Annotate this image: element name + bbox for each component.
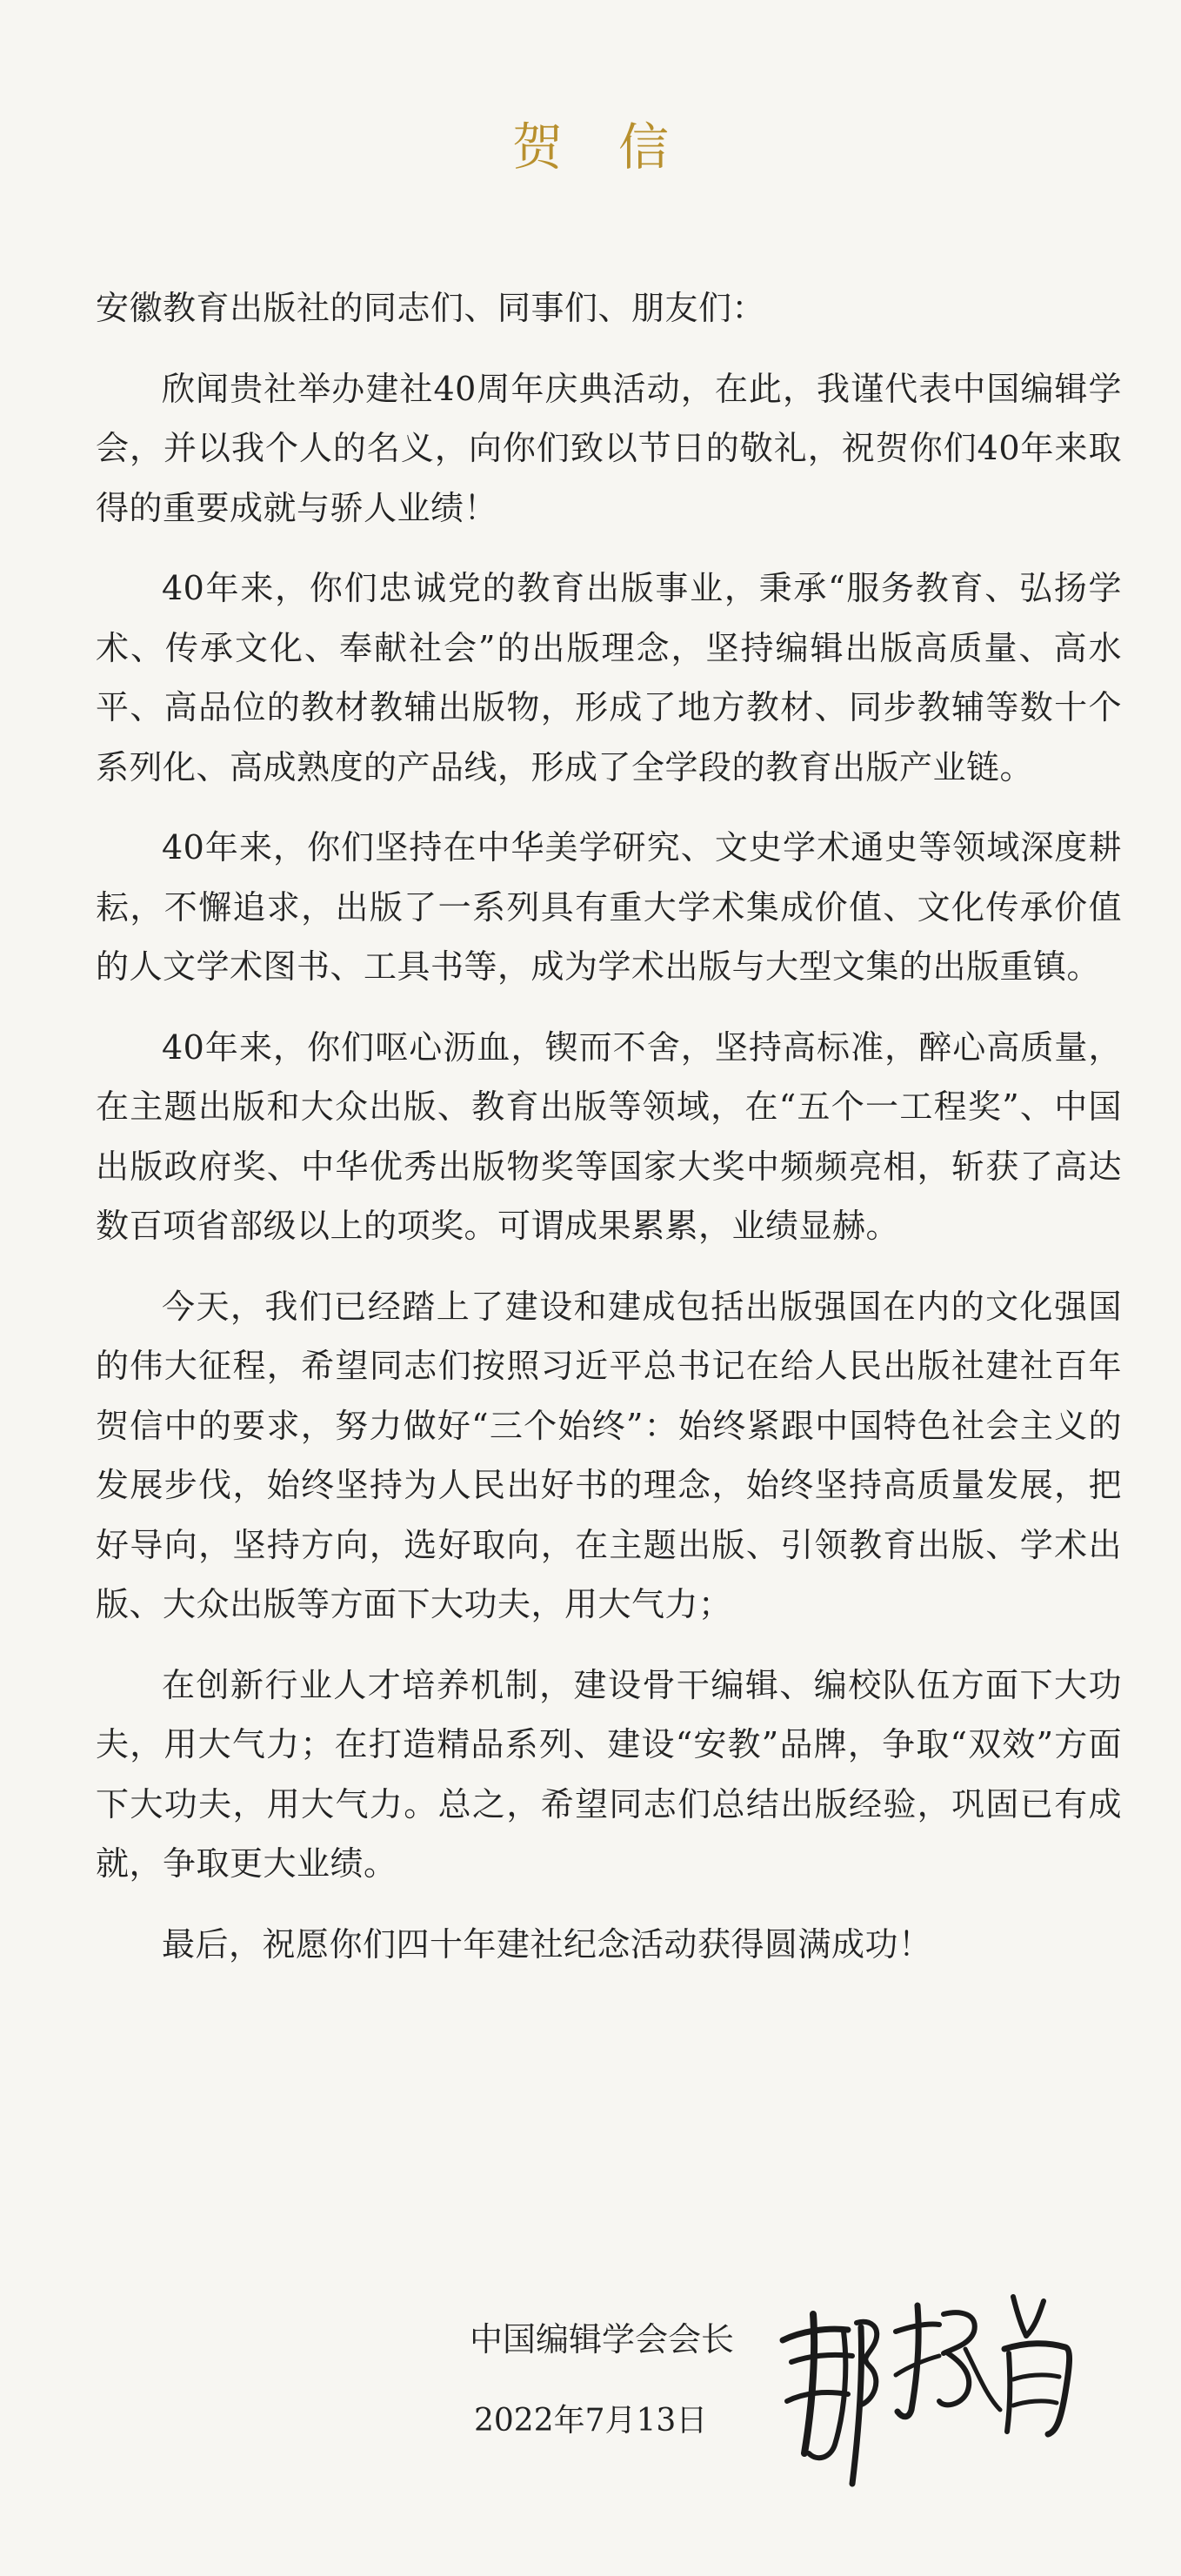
letter-paragraph: 欣闻贵社举办建社40周年庆典活动，在此，我谨代表中国编辑学会，并以我个人的名义，向你们致以节日的敬礼，祝贺你们40年来取得的重要成就与骄人业绩！ (96, 369, 1122, 527)
letter-paragraph: 最后，祝愿你们四十年建社纪念活动获得圆满成功！ (162, 1924, 932, 1964)
letter-salutation: 安徽教育出版社的同志们、同事们、朋友们： (96, 289, 766, 327)
handwritten-signature (765, 2279, 1078, 2497)
letter-paragraph: 40年来，你们呕心沥血，锲而不舍，坚持高标准，醉心高质量，在主题出版和大众出版、教育出版等领域，在“五个一工程奖”、中国出版政府奖、中华优秀出版物奖等国家大奖中频频亮相，斩获了高达数百项省部级以上的项奖。可谓成果累累，业绩显赫。 (96, 1027, 1122, 1245)
letter-paragraph: 今天，我们已经踏上了建设和建成包括出版强国在内的文化强国的伟大征程，希望同志们按照习近平总书记在给人民出版社建社百年贺信中的要求，努力做好“三个始终”：始终紧跟中国特色社会主义的发展步伐，始终坚持为人民出好书的理念，始终坚持高质量发展，把好导向，坚持方向，选好取向，在主题出版、引领教育出版、学术出版、大众出版等方面下大功夫，用大气力； (96, 1287, 1122, 1623)
letter-title: 贺信 (511, 117, 724, 177)
letter-paragraph: 在创新行业人才培养机制，建设骨干编辑、编校队伍方面下大功夫，用大气力；在打造精品系列、建设“安教”品牌，争取“双效”方面下大功夫，用大气力。总之，希望同志们总结出版经验，巩固已有成就，争取更大业绩。 (96, 1665, 1122, 1883)
signature-icon (765, 2279, 1078, 2497)
letter-paragraph: 40年来，你们坚持在中华美学研究、文史学术通史等领域深度耕耘，不懈追求，出版了一系列具有重大学术集成价值、文化传承价值的人文学术图书、工具书等，成为学术出版与大型文集的出版重镇。 (96, 828, 1122, 986)
letter-body (96, 278, 1122, 1995)
signature-organization: 中国编辑学会会长 (470, 2320, 735, 2359)
letter-paragraph: 40年来，你们忠诚党的教育出版事业，秉承“服务教育、弘扬学术、传承文化、奉献社会”的出版理念，坚持编辑出版高质量、高水平、高品位的教材教辅出版物，形成了地方教材、同步教辅等数十个系列化、高成熟度的产品线，形成了全学段的教育出版产业链。 (96, 569, 1122, 786)
signature-date: 2022年7月13日 (474, 2403, 708, 2439)
